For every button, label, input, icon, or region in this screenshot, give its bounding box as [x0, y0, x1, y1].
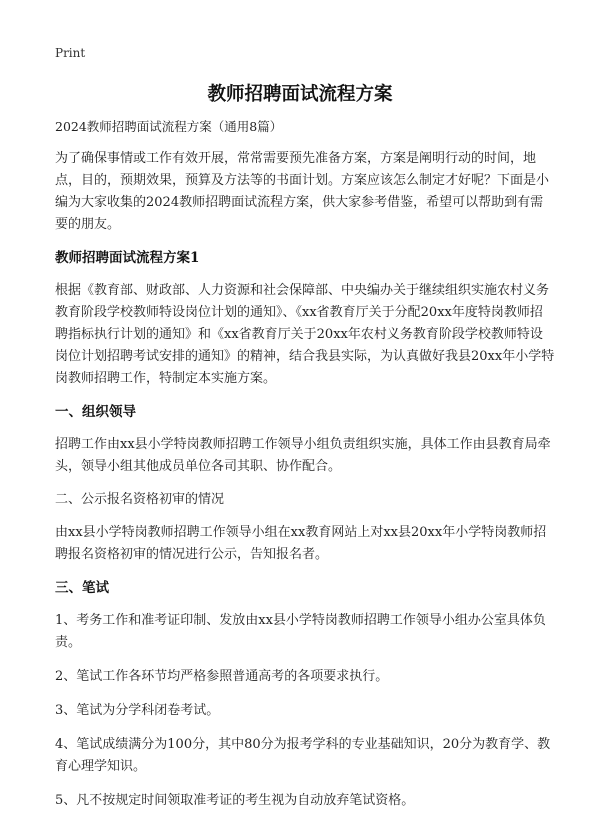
- exam-item-2: 2、笔试工作各环节均严格参照普通高考的各项要求执行。: [55, 669, 389, 684]
- intro-paragraph: 为了确保事情或工作有效开展，常常需要预先准备方案，方案是阐明行动的时间，地点，目的，预期效果，预算及方法等的书面计划。方案应该怎么制定才好呢？下面是小编为大家收集的2024教师招聘面试流程方案，供大家参考借鉴，希望可以帮助到有需要的朋友。: [55, 151, 550, 232]
- document-body: [55, 118, 555, 824]
- section1-heading: 教师招聘面试流程方案1: [55, 250, 200, 266]
- page-title: 教师招聘面试流程方案: [207, 84, 393, 105]
- exam-item-1: 1、考务工作和准考证印制、发放由xx县小学特岗教师招聘工作领导小组办公室具体负责。: [55, 613, 546, 650]
- exam-item-5: 5、凡不按规定时间领取准考证的考生视为自动放弃笔试资格。: [55, 793, 415, 808]
- org-paragraph: 招聘工作由xx县小学特岗教师招聘工作领导小组负责组织实施，具体工作由县教育局牵头，领导小组其他成员单位各司其职、协作配合。: [55, 437, 551, 474]
- document-subtitle: 2024教师招聘面试流程方案（通用8篇）: [55, 119, 283, 134]
- org-heading: 一、组织领导: [55, 404, 136, 420]
- exam-item-4: 4、笔试成绩满分为100分，其中80分为报考学科的专业基础知识，20分为教育学、教育心理学知识。: [55, 737, 551, 774]
- exam-item-3: 3、笔试为分学科闭卷考试。: [55, 703, 220, 718]
- exam-heading: 三、笔试: [55, 580, 109, 596]
- section1-paragraph: 根据《教育部、财政部、人力资源和社会保障部、中央编办关于继续组织实施农村义务教育阶段学校教师特设岗位计划的通知》、《xx省教育厅关于分配20xx年度特岗教师招聘指标执行计划的通知》和《xx省教育厅关于20xx年农村义务教育阶段学校教师特设岗位计划招聘考试安排的通知》的精神，结合我县实际，为认真做好我县20xx年小学特岗教师招聘工作，特制定本实施方案。: [55, 283, 555, 386]
- publicity-paragraph: 由xx县小学特岗教师招聘工作领导小组在xx教育网站上对xx县20xx年小学特岗教师招聘报名资格初审的情况进行公示，告知报名者。: [55, 525, 547, 562]
- print-link[interactable]: Print: [55, 46, 86, 60]
- publicity-heading: 二、公示报名资格初审的情况: [55, 492, 225, 507]
